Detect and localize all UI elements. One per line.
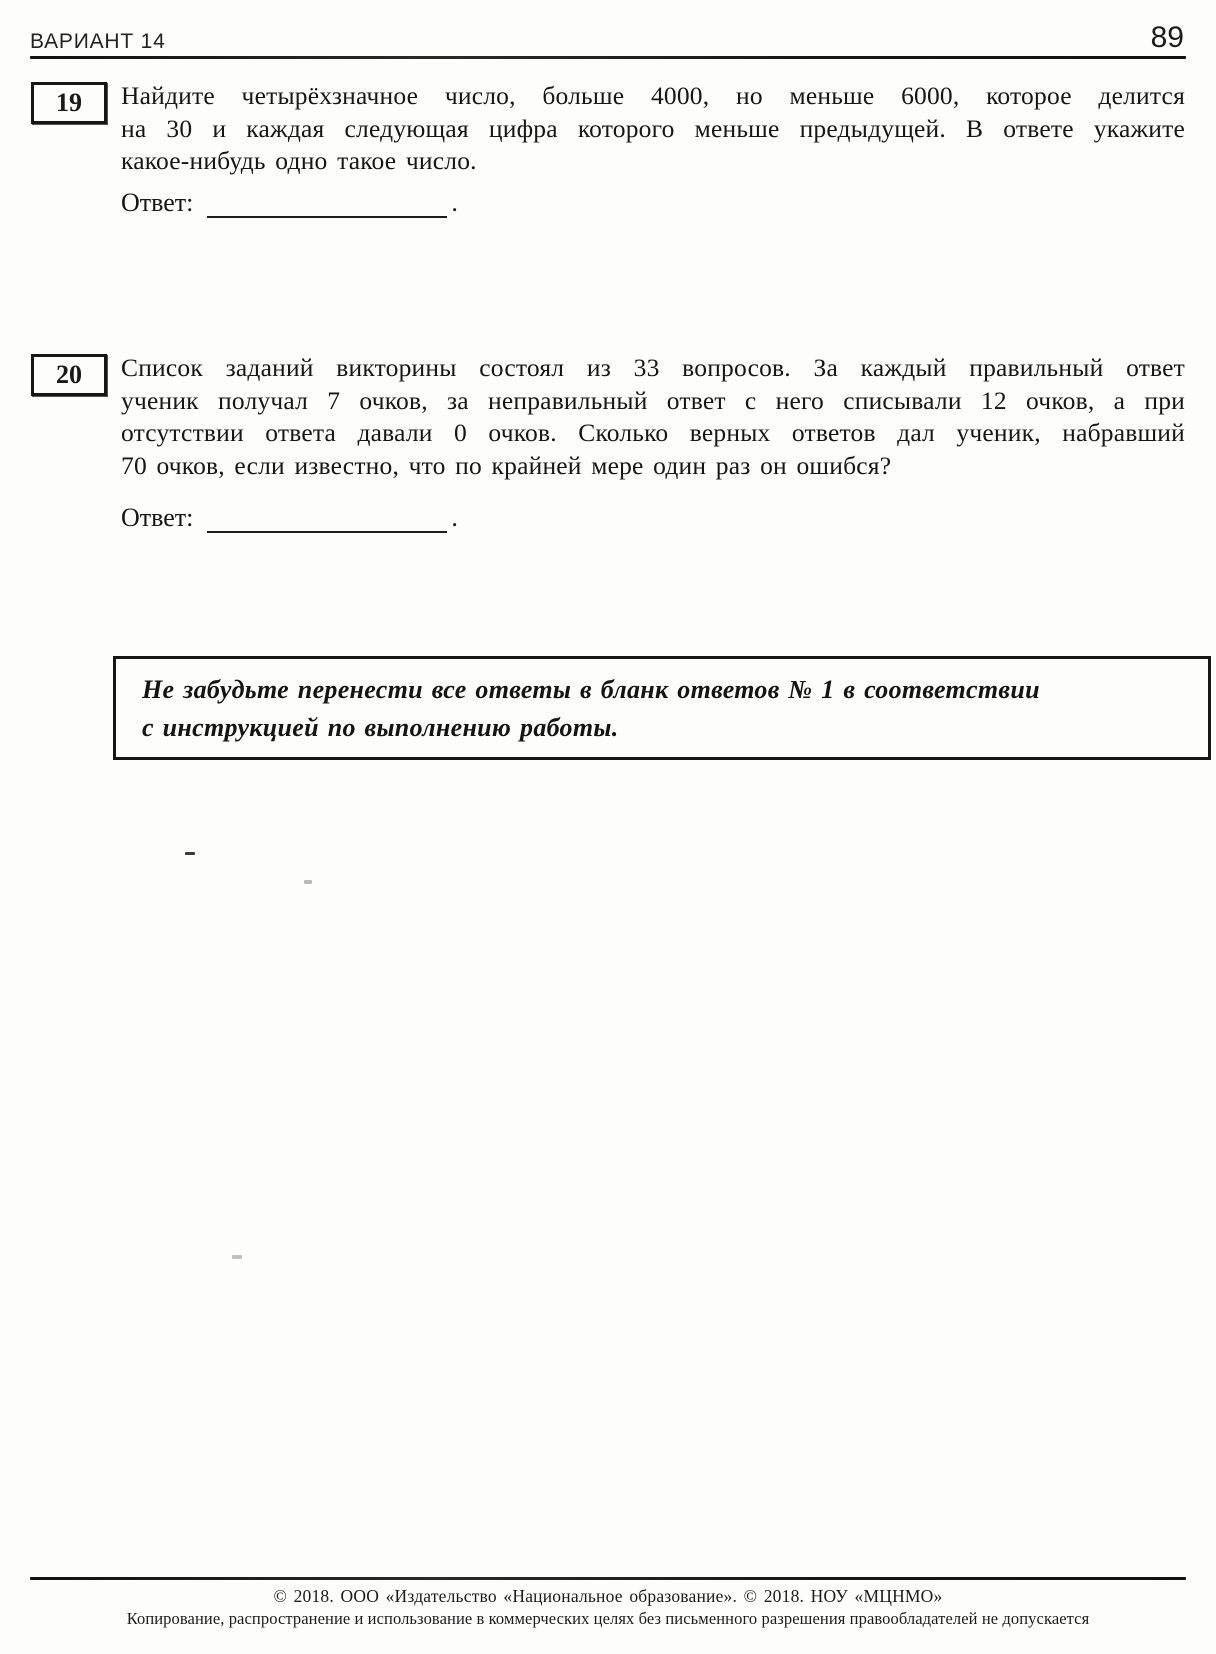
- note-line: с инструкцией по выполнению работы.: [142, 713, 619, 742]
- answer-19-blank[interactable]: [207, 188, 447, 218]
- scan-speck: [232, 1255, 242, 1259]
- answer-row-19: [121, 188, 458, 218]
- problem-20-text: [121, 352, 1185, 482]
- page-number: 89: [1150, 21, 1184, 54]
- answer-19-period: .: [451, 188, 458, 217]
- note-line: Не забудьте перенести все ответы в бланк ответов № 1 в соответствии: [142, 675, 1040, 704]
- problem-19: [31, 80, 1185, 178]
- problem-19-text: [121, 80, 1185, 178]
- problem-20-line: ученик получал 7 очков, за неправильный ответ с него списывали 12 очков, а при: [121, 385, 1185, 415]
- footer-rule: [30, 1577, 1186, 1580]
- footer-notice: Копирование, распространение и использование в коммерческих целях без письменного разрешения правообладателей не допускается: [126, 1609, 1090, 1628]
- answer-row-20: [121, 503, 458, 533]
- answer-20-label: Ответ:: [121, 503, 194, 532]
- problem-20-number: 20: [56, 360, 82, 389]
- scan-speck: [185, 852, 195, 855]
- answer-19-label: Ответ:: [121, 188, 194, 217]
- variant-label: ВАРИАНТ 14: [30, 30, 166, 53]
- problem-19-line: какое-нибудь одно такое число.: [121, 146, 477, 175]
- problem-20-number-box: [31, 354, 107, 396]
- problem-20: [31, 352, 1185, 482]
- problem-19-line: на 30 и каждая следующая цифра которого меньше предыдущей. В ответе укажите: [121, 113, 1185, 143]
- problem-19-number-box: [31, 82, 107, 124]
- problem-20-line: 70 очков, если известно, что по крайней мере один раз он ошибся?: [121, 450, 892, 480]
- problem-20-line: Список заданий викторины состоял из 33 вопросов. За каждый правильный ответ: [121, 353, 1185, 382]
- problem-19-line: Найдите четырёхзначное число, больше 4000, но меньше 6000, которое делится: [121, 81, 1185, 110]
- scan-speck: [304, 880, 312, 884]
- problem-19-number: 19: [56, 88, 82, 117]
- answer-20-blank[interactable]: [207, 503, 447, 533]
- footer-copyright: © 2018. ООО «Издательство «Национальное образование». © 2018. НОУ «МЦНМО»: [273, 1586, 943, 1606]
- problem-20-line: отсутствии ответа давали 0 очков. Сколько верных ответов дал ученик, набравший: [121, 418, 1185, 447]
- header-rule: [30, 56, 1186, 59]
- transfer-answers-note-box: [113, 656, 1211, 760]
- answer-20-period: .: [451, 503, 458, 532]
